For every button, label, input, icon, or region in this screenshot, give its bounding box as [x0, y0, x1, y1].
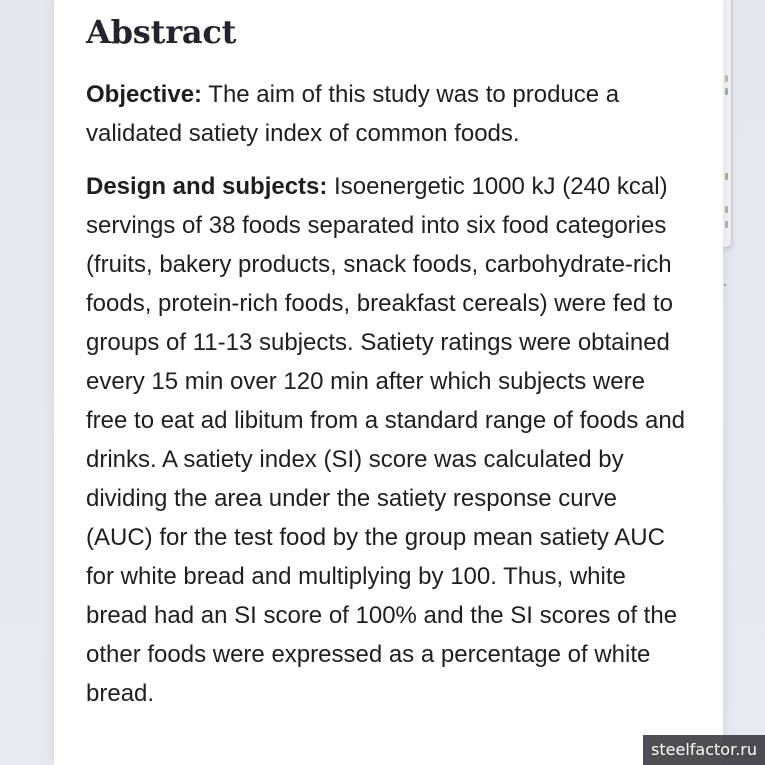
objective-text: The aim of this study was to produce a validated satiety index of common foods.	[86, 81, 620, 147]
abstract-heading: Abstract	[86, 13, 237, 51]
abstract-section	[86, 0, 686, 713]
background-dot	[724, 284, 726, 286]
objective-paragraph	[86, 75, 686, 153]
background-window-marker	[725, 206, 728, 213]
background-window-marker	[725, 173, 728, 180]
article-card	[54, 0, 723, 765]
background-window-marker	[725, 88, 728, 95]
background-window-marker	[725, 75, 728, 82]
objective-label: Objective:	[86, 81, 203, 108]
design-subjects-text: Isoenergetic 1000 kJ (240 kcal) servings of 38 foods separated into six food categories (fruits, bakery products, snack foods, carbohydrate-rich foods, protein-rich foods, breakfast cereals) were fed to groups of 11-13 subjects. Satiety ratings were obtained every 15 min over 120 min after which subjects were free to eat ad libitum from a standard range of foods and drinks. A satiety index (SI) score was calculated by dividing the area under the satiety response curve (AUC) for the test food by the group mean satiety AUC for white bread and multiplying by 100. Thus, white bread had an SI score of 100% and the SI scores of the other foods were expressed as a percentage of white bread.	[86, 173, 686, 707]
background-window-marker	[725, 221, 728, 228]
design-subjects-label: Design and subjects:	[86, 173, 328, 200]
watermark: steelfactor.ru	[643, 735, 765, 765]
design-subjects-paragraph	[86, 167, 686, 713]
